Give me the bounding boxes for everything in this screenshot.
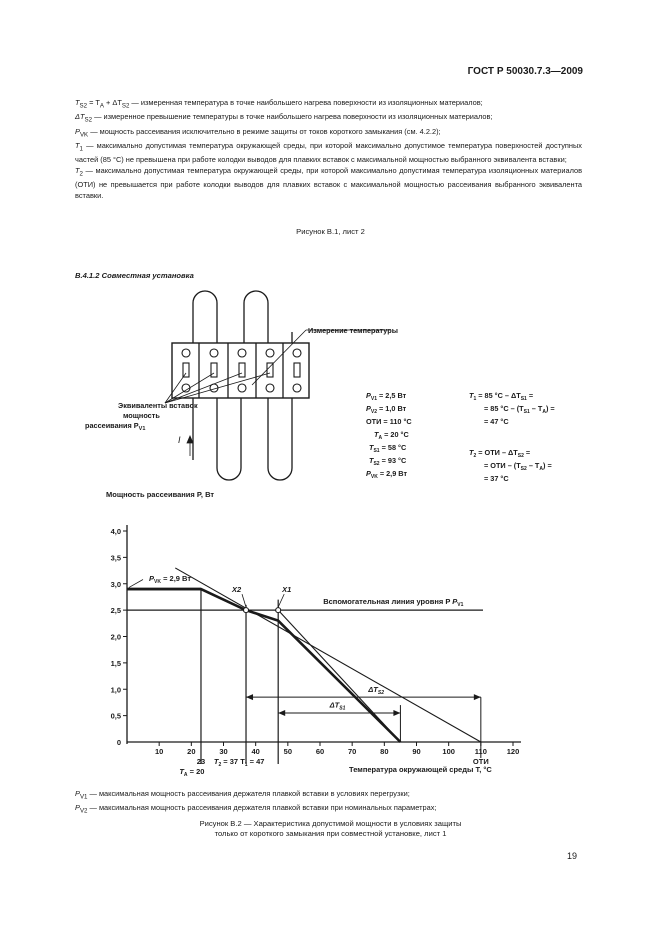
- svg-text:= ОТИ – (TS2 – TA) =: = ОТИ – $(T_{S2} - T_A)$ =: [484, 461, 552, 472]
- parameter-list: [366, 391, 412, 480]
- x-tick-label: 100: [442, 747, 455, 756]
- y-tick-label: 1,0: [110, 685, 121, 695]
- fuse-equiv-label-2: мощность: [123, 411, 160, 420]
- fuse-equiv-label-3: рассеивания $P_{V1}$: [85, 421, 146, 432]
- x1-label: X1: [282, 585, 292, 595]
- x-tick-label: 70: [347, 747, 357, 756]
- y-tick-label: 2,5: [110, 606, 121, 616]
- oti-label: ОТИ: [472, 757, 489, 766]
- y-tick-label: 2,0: [110, 632, 121, 642]
- temperature-measurement-label: Измерение температуры: [308, 326, 398, 335]
- x-tick-label: 120: [506, 747, 520, 756]
- series-line-0: [127, 589, 400, 742]
- series-line-2: [278, 610, 400, 742]
- svg-text:= 37 °C: = 37 °C: [484, 474, 509, 483]
- footnote-pv1: $P_{V1}$ — максимальная мощность рассеивания держателя плавкой вставки в условиях перегрузки;: [75, 789, 410, 801]
- definition-ts2: $T_{S2} = T_A + \Delta T_{S2}$ — измеренная температура в точке наибольшего нагрева поверхности из изоляционных материалов;: [75, 98, 483, 110]
- t23-label: 23: [196, 757, 206, 766]
- y-tick-label: 1,5: [110, 658, 121, 668]
- param-ts1: $T_{S1} = 58$ °C: [369, 443, 407, 454]
- x-tick-label: 90: [412, 747, 421, 756]
- param-pvk: $P_{VK} = 2,9$ Вт: [366, 469, 408, 480]
- chart-xlabel: Температура окружающей среды T, °C: [349, 765, 492, 774]
- x1-marker: [276, 608, 281, 613]
- x-tick-label: 50: [283, 747, 293, 756]
- definition-dts2: $\Delta T_{S2}$ — измеренное превышение температуры в точке наибольшего нагрева поверхности из изоляционных материалов;: [75, 112, 493, 124]
- x-tick-label: 20: [187, 747, 196, 756]
- page-header: ГОСТ Р 50030.7.3—2009: [467, 66, 583, 77]
- dts2-dimension-arrow-left: [246, 694, 253, 700]
- figure-caption-b1: Рисунок В.1, лист 2: [296, 227, 365, 236]
- footnote-pv2: $P_{V2}$ — максимальная мощность рассеивания держателя плавкой вставки при номинальных параметрах;: [75, 802, 437, 815]
- power-chart: [111, 525, 521, 778]
- svg-text:= 47 °C: = 47 °C: [484, 417, 509, 426]
- param-pv1: $P_{V1} = 2,5$ Вт: [366, 391, 407, 402]
- svg-text:T1= 85 °C – ΔTS1 =: $T_1 = 85$ $^\circ C - \Delta T_{S1}$ =: [469, 391, 534, 402]
- ta-label: $T_A = 20$: [179, 767, 205, 778]
- footnotes: [75, 789, 595, 817]
- dts1-dimension-arrow-right: [393, 710, 400, 716]
- dts2-label: $\Delta T_{S2}$: [368, 684, 384, 696]
- section-heading: В.4.1.2 Совместная установка: [75, 271, 194, 280]
- dts1-dimension-arrow-left: [278, 710, 285, 716]
- chart-ylabel: Мощность рассеивания P, Вт: [106, 490, 215, 499]
- page-number: 19: [567, 851, 578, 861]
- param-ta: $T_A = 20$ °C: [374, 430, 409, 441]
- x-tick-label: 110: [474, 747, 487, 756]
- definition-t1: $T_1$ — максимально допустимая температура окружающей среды, при которой максимально допустимое температура поверхностей доступных частей (85 °C) не превышена при работе колодки выводов для плавких вставок с максимальной мощностью выбранного эквивалента вставки;: [75, 141, 582, 165]
- current-symbol: I: [178, 435, 181, 445]
- dts1-label: $\Delta T_{S1}$: [329, 700, 346, 712]
- origin-label: 0: [116, 738, 121, 747]
- equation-t1: [469, 391, 555, 426]
- figure-caption-b2: Рисунок В.2 — Характеристика допустимой мощности в условиях защиты только от короткого замыкания при совместной установке, лист 1: [199, 819, 462, 838]
- x-tick-label: 10: [154, 747, 164, 756]
- x-tick-label: 80: [380, 747, 389, 756]
- x-tick-label: 60: [315, 747, 325, 756]
- svg-text:= 85 °C – (TS1 – TA) =: = 85 $^\circ C - (T_{S1} - T_A)$ =: [484, 404, 555, 415]
- fuse-equiv-label-1: Эквиваленты вставок: [118, 401, 198, 410]
- x-tick-label: 30: [219, 747, 228, 756]
- x2-leader: [242, 594, 246, 607]
- pvk-label: $P_{VK} = 2,9$ Вт: [149, 574, 192, 586]
- param-pv2: $P_{V2} = 1,0$ Вт: [366, 404, 407, 415]
- dts2-dimension-arrow-right: [474, 694, 481, 700]
- y-tick-label: 0,5: [110, 711, 121, 721]
- t2-t1-label: $T_2 = 37$ $T_1 = 47$: [213, 757, 265, 768]
- param-oti: ОТИ = 110 °C: [366, 417, 412, 426]
- definition-t2: $T_2$ — максимально допустимая температура окружающей среды, при которой максимально допустимая температура изоляционных материалов (ОТИ) не превышается при работе колодки выводов для плавких вставок с максимальной мощностью рассеивания выбранного эквивалента вставки.: [75, 166, 582, 200]
- x-tick-label: 40: [251, 747, 260, 756]
- definition-pvk: $P_{VK}$ — мощность рассеивания исключительно в режиме защиты от токов короткого замыкания (см. 4.2.2);: [75, 126, 441, 139]
- x2-marker: [244, 608, 249, 613]
- aux-line-label: Вспомогательная линия уровня P $P_{V1}$: [323, 596, 464, 608]
- y-tick-label: 3,5: [110, 553, 121, 563]
- x1-leader: [278, 594, 284, 607]
- param-ts2: $T_{S2} = 93$ °C: [369, 456, 407, 467]
- y-tick-label: 3,0: [110, 579, 121, 589]
- svg-text:T2= ОТИ – ΔTS2 =: $T_2$ = ОТИ – $\Delta T_{S2}$ =: [469, 448, 531, 459]
- pvk-leader: [129, 580, 143, 588]
- equation-t2: [469, 448, 552, 483]
- x2-label: X2: [232, 585, 242, 595]
- y-tick-label: 4,0: [110, 527, 121, 536]
- series-line-1: [175, 568, 481, 742]
